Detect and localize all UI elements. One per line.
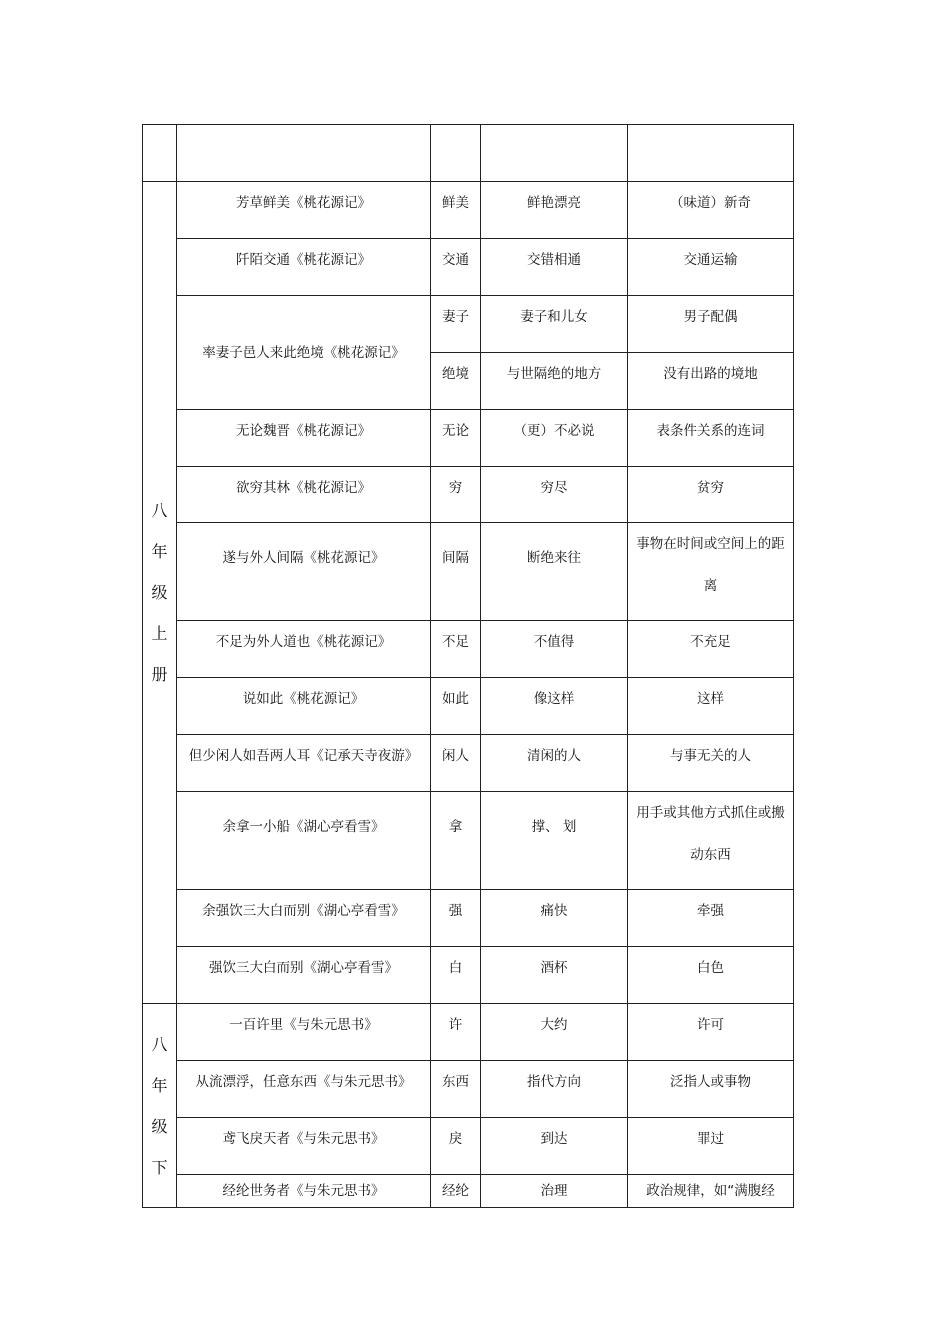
table-row: [143, 678, 794, 735]
ancient-meaning-cell: 断绝来往: [481, 523, 628, 621]
sentence-cell: 说如此《桃花源记》: [177, 678, 431, 735]
modern-meaning-cell: 交通运输: [628, 239, 794, 296]
sentence-cell: 欲穷其林《桃花源记》: [177, 467, 431, 523]
word-cell: 拿: [431, 792, 481, 890]
word-cell: 强: [431, 890, 481, 947]
modern-meaning-cell: 牵强: [628, 890, 794, 947]
modern-meaning-cell: （味道）新奇: [628, 182, 794, 239]
table-row: [143, 1004, 794, 1061]
word-cell: 鲜美: [431, 182, 481, 239]
sentence-cell: 芳草鲜美《桃花源记》: [177, 182, 431, 239]
ancient-meaning-cell: 指代方向: [481, 1061, 628, 1118]
table-row: [143, 735, 794, 792]
modern-meaning-cell: [628, 792, 794, 890]
table-row: [143, 239, 794, 296]
header-cell: [431, 125, 481, 182]
modern-meaning-line: 离: [703, 578, 718, 594]
table-row: [143, 523, 794, 621]
modern-meaning-cell: 政治规律，如“满腹经: [628, 1175, 794, 1208]
modern-meaning-cell: 不充足: [628, 621, 794, 678]
modern-meaning-cell: 与事无关的人: [628, 735, 794, 792]
sentence-cell: 不足为外人道也《桃花源记》: [177, 621, 431, 678]
header-cell: [628, 125, 794, 182]
table-row: [143, 890, 794, 947]
table-row: [143, 1061, 794, 1118]
word-cell: 东西: [431, 1061, 481, 1118]
modern-meaning-cell: 许可: [628, 1004, 794, 1061]
table-row: [143, 467, 794, 523]
modern-meaning-cell: 这样: [628, 678, 794, 735]
table-row: [143, 296, 794, 353]
word-cell: 白: [431, 947, 481, 1004]
sentence-cell: 余强饮三大白而别《湖心亭看雪》: [177, 890, 431, 947]
modern-meaning-cell: [628, 523, 794, 621]
word-cell: 戾: [431, 1118, 481, 1175]
sentence-cell: 余拿一小船《湖心亭看雪》: [177, 792, 431, 890]
word-cell: 经纶: [431, 1175, 481, 1208]
table-row: [143, 947, 794, 1004]
sentence-cell: 阡陌交通《桃花源记》: [177, 239, 431, 296]
word-cell: 无论: [431, 410, 481, 467]
ancient-meaning-cell: 酒杯: [481, 947, 628, 1004]
table-row: [143, 410, 794, 467]
grade-label: 八 年 级 上 册: [143, 182, 177, 1004]
modern-meaning-cell: 贫穷: [628, 467, 794, 523]
sentence-cell: 但少闲人如吾两人耳《记承天寺夜游》: [177, 735, 431, 792]
word-cell: 不足: [431, 621, 481, 678]
header-cell: [143, 125, 177, 182]
ancient-meaning-cell: 痛快: [481, 890, 628, 947]
grade-label: 八 年 级 下: [143, 1004, 177, 1208]
modern-meaning-cell: 表条件关系的连词: [628, 410, 794, 467]
word-cell: 许: [431, 1004, 481, 1061]
ancient-meaning-cell: 穷尽: [481, 467, 628, 523]
modern-meaning-cell: 白色: [628, 947, 794, 1004]
word-cell: 间隔: [431, 523, 481, 621]
ancient-meaning-cell: 与世隔绝的地方: [481, 353, 628, 410]
word-cell: 闲人: [431, 735, 481, 792]
word-cell: 交通: [431, 239, 481, 296]
ancient-meaning-cell: 清闲的人: [481, 735, 628, 792]
modern-meaning-line: 动东西: [690, 847, 731, 863]
modern-meaning-line: 用手或其他方式抓住或搬: [636, 805, 785, 821]
ancient-meaning-cell: 到达: [481, 1118, 628, 1175]
modern-meaning-cell: 男子配偶: [628, 296, 794, 353]
modern-meaning-line: 事物在时间或空间上的距: [636, 536, 785, 552]
word-cell: 穷: [431, 467, 481, 523]
modern-meaning-cell: 罪过: [628, 1118, 794, 1175]
sentence-cell: 无论魏晋《桃花源记》: [177, 410, 431, 467]
sentence-cell: 强饮三大白而别《湖心亭看雪》: [177, 947, 431, 1004]
sentence-cell: 鸢飞戾天者《与朱元思书》: [177, 1118, 431, 1175]
sentence-cell: 经纶世务者《与朱元思书》: [177, 1175, 431, 1208]
word-cell: 绝境: [431, 353, 481, 410]
modern-meaning-cell: 泛指人或事物: [628, 1061, 794, 1118]
ancient-meaning-cell: 妻子和儿女: [481, 296, 628, 353]
table-row: [143, 1118, 794, 1175]
table-row: [143, 1175, 794, 1208]
header-row: [143, 125, 794, 182]
ancient-meaning-cell: （更）不必说: [481, 410, 628, 467]
ancient-meaning-cell: 不值得: [481, 621, 628, 678]
table-row: [143, 792, 794, 890]
ancient-meaning-cell: 大约: [481, 1004, 628, 1061]
table-row: [143, 621, 794, 678]
sentence-cell: 从流漂浮，任意东西《与朱元思书》: [177, 1061, 431, 1118]
ancient-meaning-cell: 像这样: [481, 678, 628, 735]
header-cell: [177, 125, 431, 182]
sentence-cell: 率妻子邑人来此绝境《桃花源记》: [177, 296, 431, 410]
word-cell: 如此: [431, 678, 481, 735]
ancient-meaning-cell: 鲜艳漂亮: [481, 182, 628, 239]
ancient-meaning-cell: 交错相通: [481, 239, 628, 296]
word-table: [142, 124, 794, 1208]
ancient-meaning-cell: 撑、 划: [481, 792, 628, 890]
header-cell: [481, 125, 628, 182]
ancient-meaning-cell: 治理: [481, 1175, 628, 1208]
sentence-cell: 一百许里《与朱元思书》: [177, 1004, 431, 1061]
sentence-cell: 遂与外人间隔《桃花源记》: [177, 523, 431, 621]
table-row: [143, 182, 794, 239]
modern-meaning-cell: 没有出路的境地: [628, 353, 794, 410]
word-cell: 妻子: [431, 296, 481, 353]
